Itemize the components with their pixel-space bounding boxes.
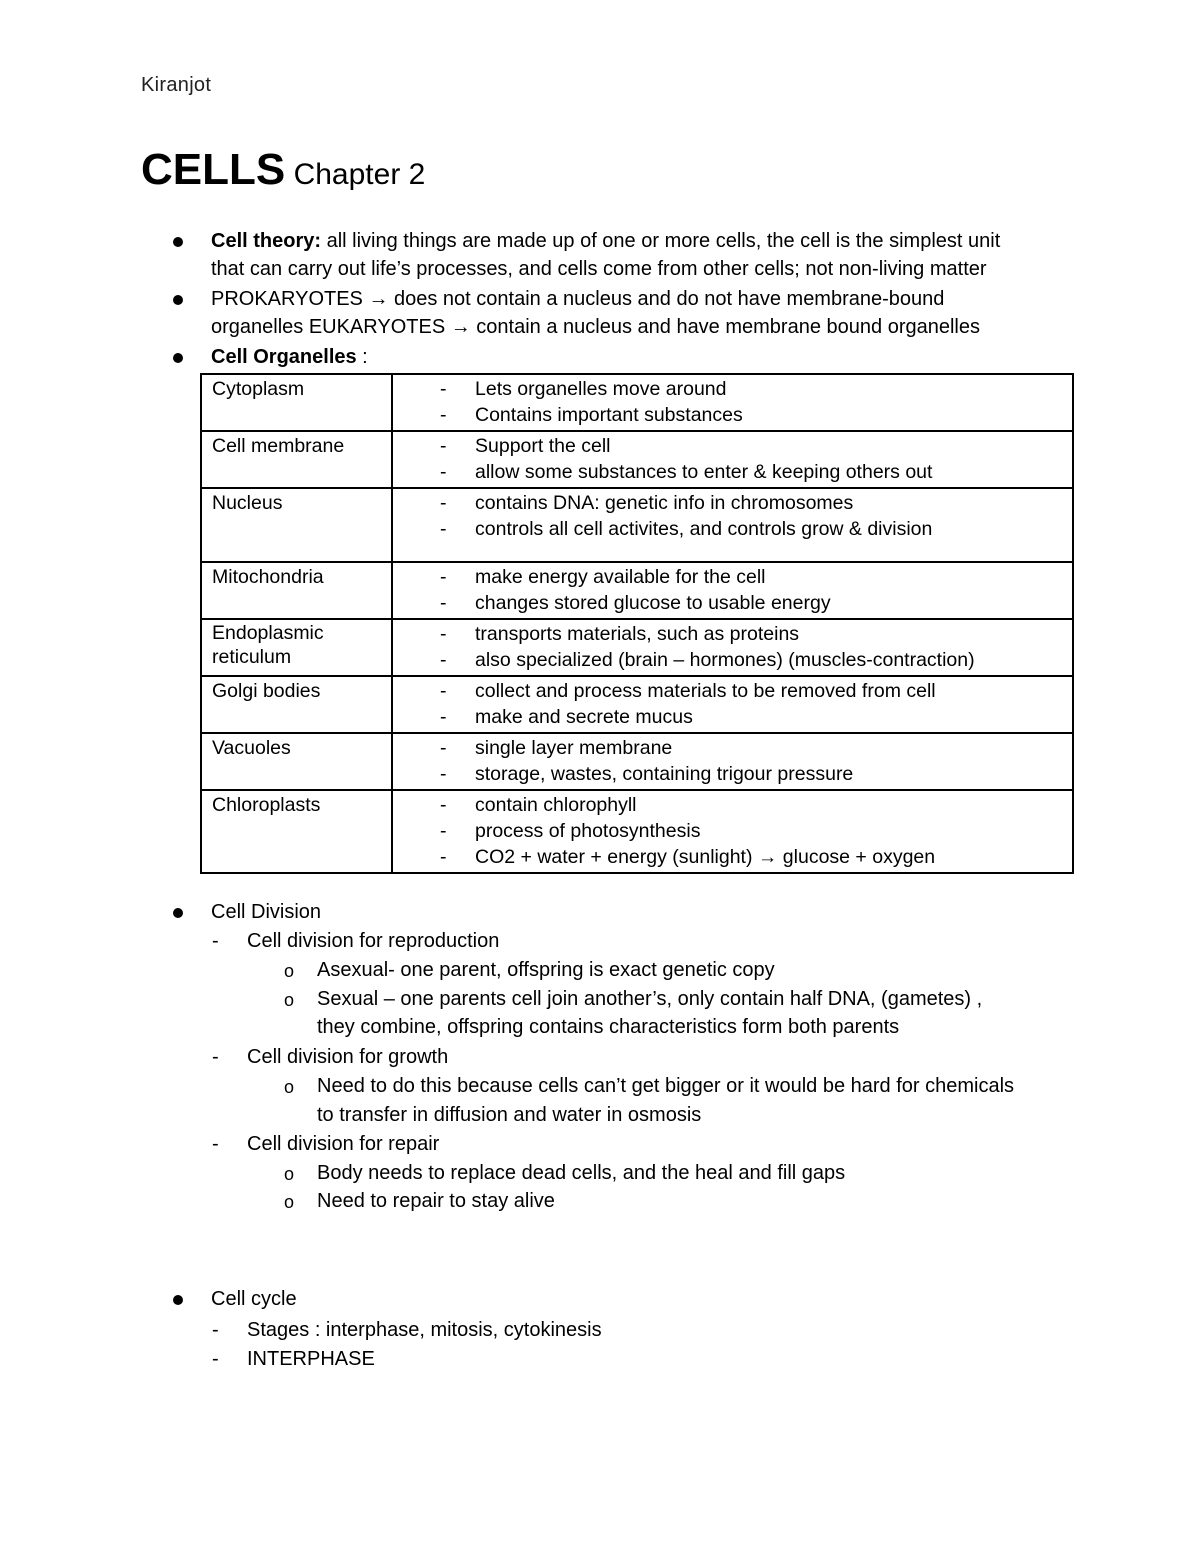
author-name: Kiranjot — [141, 74, 212, 96]
eukaryotes-line: organelles EUKARYOTES → contain a nucleus and have membrane bound organelles — [211, 316, 980, 338]
organelle-points — [392, 488, 1073, 562]
organelle-points — [392, 374, 1073, 431]
circle-bullet-icon: o — [284, 1077, 295, 1097]
organelles-heading — [211, 343, 368, 371]
organelle-points — [392, 676, 1073, 733]
organelle-point: - changes stored glucose to usable energy — [403, 590, 1062, 616]
division-growth: Cell division for growth — [247, 1046, 449, 1068]
table-row — [201, 676, 1073, 733]
organelle-points — [392, 431, 1073, 488]
division-repair: Cell division for repair — [247, 1133, 440, 1155]
division-reproduction: Cell division for reproduction — [247, 930, 500, 952]
bullet-icon — [173, 908, 183, 918]
dash-bullet: - — [212, 1133, 219, 1155]
circle-bullet-icon: o — [284, 1192, 295, 1212]
organelle-name: Cell membrane — [201, 431, 392, 488]
organelles-label: Cell Organelles — [211, 346, 357, 368]
organelle-points — [392, 790, 1073, 873]
division-sexual: Sexual – one parents cell join another’s, only contain half DNA, (gametes) , — [317, 988, 983, 1010]
organelle-point: - contains DNA: genetic info in chromosomes — [403, 490, 1062, 516]
organelle-name: Vacuoles — [201, 733, 392, 790]
table-row — [201, 733, 1073, 790]
table-row — [201, 488, 1073, 562]
division-repair-2: Need to repair to stay alive — [317, 1190, 555, 1212]
organelle-points — [392, 562, 1073, 619]
bullet-icon — [173, 237, 183, 247]
circle-bullet-icon: o — [284, 961, 295, 981]
organelle-point: - allow some substances to enter & keeping others out — [403, 459, 1062, 485]
organelle-point: - controls all cell activites, and controls grow & division — [403, 516, 1062, 542]
organelle-point: - make energy available for the cell — [403, 564, 1062, 590]
cell-theory-line — [211, 227, 1000, 255]
division-repair-1: Body needs to replace dead cells, and the heal and fill gaps — [317, 1162, 846, 1184]
bullet-icon — [173, 353, 183, 363]
organelles-colon: : — [356, 346, 368, 368]
organelle-name: Chloroplasts — [201, 790, 392, 873]
organelle-point: - also specialized (brain – hormones) (muscles-contraction) — [403, 647, 1062, 673]
division-growth-detail-2: to transfer in diffusion and water in osmosis — [317, 1104, 702, 1126]
organelles-table — [200, 373, 1074, 874]
division-asexual: Asexual- one parent, offspring is exact genetic copy — [317, 959, 775, 981]
organelle-point: - Contains important substances — [403, 402, 1062, 428]
table-row — [201, 374, 1073, 431]
organelle-point: - transports materials, such as proteins — [403, 621, 1062, 647]
organelle-point: - contain chlorophyll — [403, 792, 1062, 818]
title-main: CELLS — [141, 145, 286, 194]
organelle-name: Mitochondria — [201, 562, 392, 619]
dash-bullet: - — [212, 1046, 219, 1068]
organelle-points — [392, 619, 1073, 676]
organelle-point: - make and secrete mucus — [403, 704, 1062, 730]
table-row — [201, 619, 1073, 676]
prokaryotes-line: PROKARYOTES → does not contain a nucleus and do not have membrane-bound — [211, 288, 945, 310]
cell-theory-text-2: that can carry out life’s processes, and cells come from other cells; not non-living matter — [211, 258, 987, 280]
organelle-name: Endoplasmic reticulum — [201, 619, 392, 676]
table-row — [201, 790, 1073, 873]
table-row — [201, 431, 1073, 488]
organelle-point: - process of photosynthesis — [403, 818, 1062, 844]
organelle-point: - storage, wastes, containing trigour pressure — [403, 761, 1062, 787]
organelle-name: Cytoplasm — [201, 374, 392, 431]
circle-bullet-icon: o — [284, 1164, 295, 1184]
bullet-icon — [173, 295, 183, 305]
division-sexual-2: they combine, offspring contains characteristics form both parents — [317, 1016, 900, 1038]
page-title — [141, 145, 426, 195]
table-row — [201, 562, 1073, 619]
dash-bullet: - — [212, 1348, 219, 1370]
bullet-icon — [173, 1295, 183, 1305]
cycle-stages: Stages : interphase, mitosis, cytokinesis — [247, 1319, 602, 1341]
cell-theory-label: Cell theory: — [211, 230, 322, 252]
dash-bullet: - — [212, 1319, 219, 1341]
cell-theory-text: all living things are made up of one or more cells, the cell is the simplest unit — [326, 230, 1001, 252]
cell-cycle-heading: Cell cycle — [211, 1288, 297, 1310]
cycle-interphase: INTERPHASE — [247, 1348, 375, 1370]
organelle-name: Nucleus — [201, 488, 392, 562]
organelle-name: Golgi bodies — [201, 676, 392, 733]
organelle-point: - Support the cell — [403, 433, 1062, 459]
dash-bullet: - — [212, 930, 219, 952]
organelle-points — [392, 733, 1073, 790]
organelle-point: - single layer membrane — [403, 735, 1062, 761]
organelle-point: - Lets organelles move around — [403, 376, 1062, 402]
cell-division-heading: Cell Division — [211, 901, 322, 923]
organelle-point: - CO2 + water + energy (sunlight) → glucose + oxygen — [403, 844, 1062, 870]
division-growth-detail: Need to do this because cells can’t get bigger or it would be hard for chemicals — [317, 1075, 1015, 1097]
organelle-point: - collect and process materials to be removed from cell — [403, 678, 1062, 704]
title-sub: Chapter 2 — [293, 158, 426, 191]
circle-bullet-icon: o — [284, 990, 295, 1010]
